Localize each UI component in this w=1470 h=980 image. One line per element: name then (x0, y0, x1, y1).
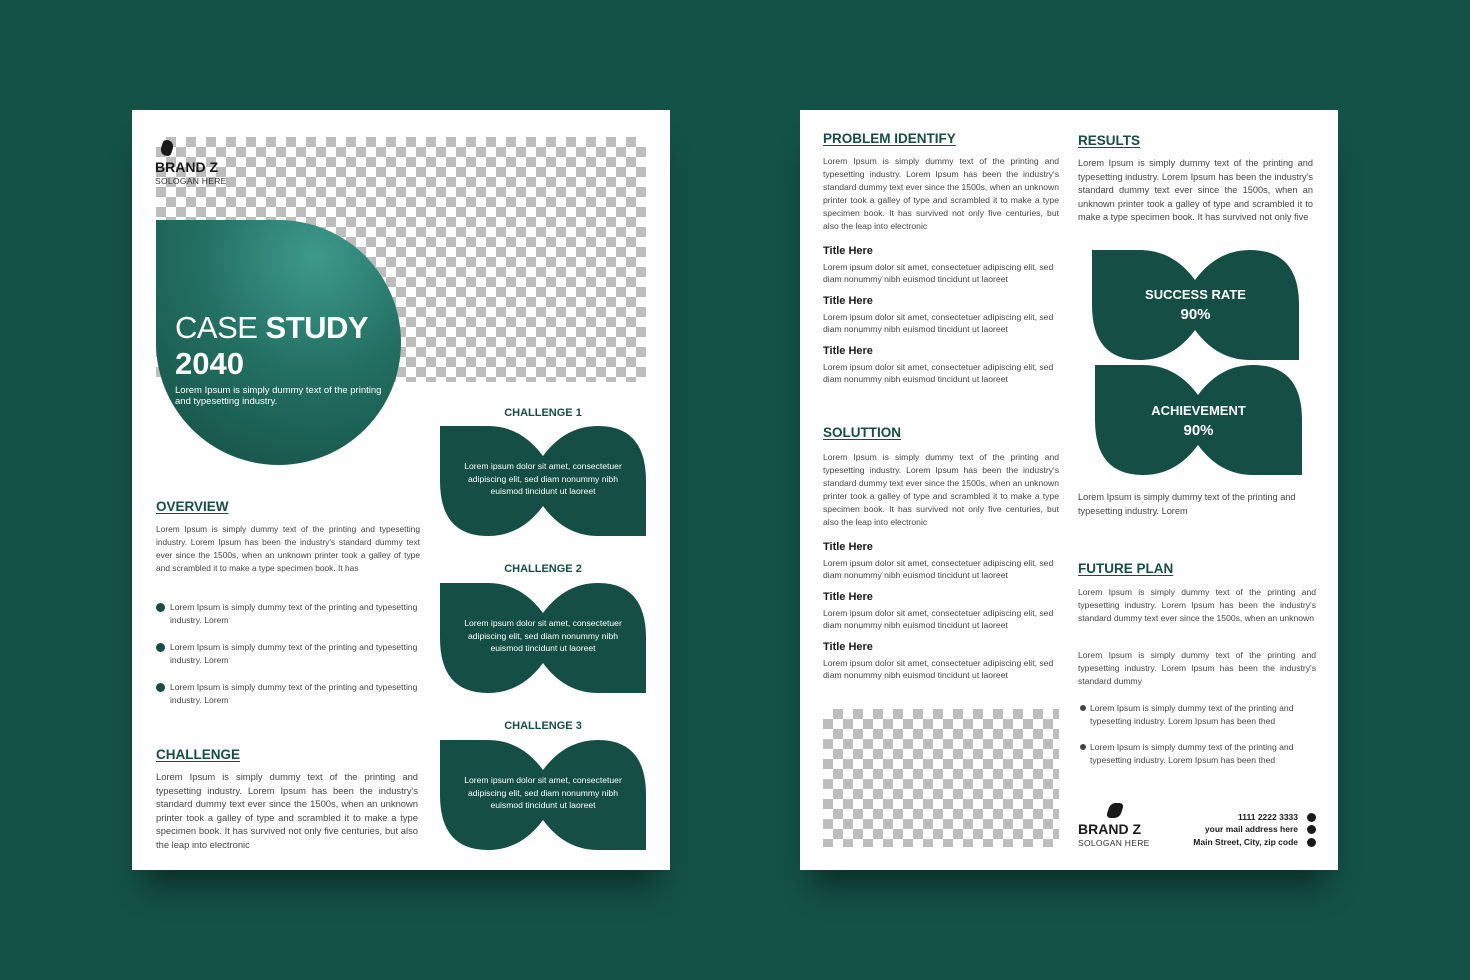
contact-address-text: Main Street, City, zip code (1193, 837, 1298, 847)
problem-text: Lorem Ipsum is simply dummy text of the printing and typesetting industry. Lorem Ipsum has been the industry's standard dummy text ever since the 1500s, when an unknown printer took a galley of type and scrambled it to make a type specimen book. It has survived not only five centuries, but also the leap into electronic (823, 156, 1059, 231)
challenge-1-label: CHALLENGE 1 (504, 407, 582, 419)
solution-image-placeholder (823, 709, 1059, 847)
challenge-2-label: CHALLENGE 2 (504, 563, 582, 575)
overview-bullet (156, 601, 420, 626)
achievement-card (1095, 365, 1302, 475)
left-page (132, 110, 670, 870)
results-note: Lorem Ipsum is simply dummy text of the printing and typesetting industry. Lorem (1078, 492, 1296, 516)
right-page (800, 110, 1338, 870)
problem-item-title: Title Here (823, 345, 873, 357)
hero-title (175, 310, 368, 346)
results-heading: RESULTS (1078, 133, 1141, 148)
challenge-3-text: Lorem ipsum dolor sit amet, consectetuer adipiscing elit, sed diam nonummy nibh euismod tincidunt ut laoreet (464, 775, 622, 810)
hero-subtitle: Lorem Ipsum is simply dummy text of the printing and typesetting industry. (175, 385, 382, 407)
future-plan-text-1: Lorem Ipsum is simply dummy text of the printing and typesetting industry. Lorem Ipsum has been the industry's standard dummy text ever since the 1500s, when an unknown (1078, 587, 1316, 623)
challenge-2-text: Lorem ipsum dolor sit amet, consectetuer adipiscing elit, sed diam nonummy nibh euismod tincidunt ut laoreet (464, 618, 622, 653)
success-rate-value: 90% (1180, 306, 1211, 323)
challenge-heading: CHALLENGE (156, 747, 240, 762)
success-rate-card (1092, 250, 1299, 360)
bullet-dot-icon (1080, 705, 1086, 711)
solution-item-title: Title Here (823, 641, 873, 653)
solution-item-text: Lorem ipsum dolor sit amet, consectetuer adipiscing elit, sed diam nonummy nibh euismod tincidunt ut laoreet (823, 558, 1054, 580)
problem-item-title: Title Here (823, 295, 873, 307)
contact-phone-text: 1111 2222 3333 (1237, 812, 1298, 822)
solution-item-text: Lorem ipsum dolor sit amet, consectetuer adipiscing elit, sed diam nonummy nibh euismod tincidunt ut laoreet (823, 658, 1054, 680)
brand-slogan: SOLOGAN HERE (155, 176, 227, 186)
future-plan-bullet (1080, 741, 1318, 766)
challenge-3-label: CHALLENGE 3 (504, 720, 582, 732)
problem-item-text: Lorem ipsum dolor sit amet, consectetuer adipiscing elit, sed diam nonummy nibh euismod tincidunt ut laoreet (823, 312, 1054, 334)
contact-email-text: your mail address here (1204, 824, 1298, 834)
bullet-dot-icon (1080, 744, 1086, 750)
bullet-dot-icon (156, 683, 165, 692)
challenge-3-card (440, 740, 646, 850)
success-rate-label: SUCCESS RATE (1145, 287, 1246, 302)
achievement-value: 90% (1183, 422, 1214, 439)
solution-item-title: Title Here (823, 541, 873, 553)
achievement-label: ACHIEVEMENT (1151, 403, 1246, 418)
contact-email (1136, 824, 1316, 837)
hero-year: 2040 (175, 346, 244, 381)
solution-text: Lorem Ipsum is simply dummy text of the printing and typesetting industry. Lorem Ipsum has been the industry's standard dummy text ever since the 1500s, when an unknown printer took a galley of type and scrambled it to make a type specimen book. It has survived not only five centuries, but also the leap into electronic (823, 452, 1059, 527)
hero-title-light: CASE (175, 310, 258, 345)
contact-address (1136, 837, 1316, 850)
overview-text: Lorem Ipsum is simply dummy text of the printing and typesetting industry. Lorem Ipsum has been the industry's standard dummy text ever since the 1500s, when an unknown printer took a galley of type and scrambled it to make a type specimen book. It has (156, 524, 420, 573)
overview-bullet (156, 641, 420, 666)
future-plan-bullet-text: Lorem Ipsum is simply dummy text of the printing and typesetting industry. Lorem Ipsum has been thed (1090, 742, 1294, 765)
hero-title-bold: STUDY (265, 310, 369, 345)
overview-bullet-text: Lorem Ipsum is simply dummy text of the printing and typesetting industry. Lorem (170, 682, 418, 705)
challenge-1-card (440, 426, 646, 536)
future-plan-heading: FUTURE PLAN (1078, 561, 1174, 576)
bullet-dot-icon (156, 603, 165, 612)
brand-name: BRAND Z (1078, 821, 1141, 837)
challenge-1-text: Lorem ipsum dolor sit amet, consectetuer adipiscing elit, sed diam nonummy nibh euismod tincidunt ut laoreet (464, 461, 622, 496)
bullet-dot-icon (156, 643, 165, 652)
overview-bullet-text: Lorem Ipsum is simply dummy text of the printing and typesetting industry. Lorem (170, 602, 418, 625)
future-plan-bullet (1080, 702, 1318, 727)
overview-heading: OVERVIEW (156, 499, 229, 514)
solution-item-title: Title Here (823, 591, 873, 603)
challenge-text: Lorem Ipsum is simply dummy text of the printing and typesetting industry. Lorem Ipsum has been the industry's standard dummy text ever since the 1500s, when an unknown printer took a galley of type and scrambled it to make a type specimen book. It has survived not only five centuries, but also the leap into electronic (156, 771, 418, 850)
overview-bullet (156, 681, 420, 706)
brand-logo-icon (1106, 803, 1125, 818)
future-plan-text-2: Lorem Ipsum is simply dummy text of the printing and typesetting industry. Lorem Ipsum has been the industry's standard dummy (1078, 650, 1316, 686)
problem-item-title: Title Here (823, 245, 873, 257)
challenge-2-card (440, 583, 646, 693)
phone-icon (1307, 813, 1316, 822)
overview-bullet-text: Lorem Ipsum is simply dummy text of the printing and typesetting industry. Lorem (170, 642, 418, 665)
brand-slogan: SOLOGAN HERE (1078, 838, 1150, 848)
mail-icon (1307, 825, 1316, 834)
problem-item-text: Lorem ipsum dolor sit amet, consectetuer adipiscing elit, sed diam nonummy nibh euismod tincidunt ut laoreet (823, 362, 1054, 384)
solution-item-text: Lorem ipsum dolor sit amet, consectetuer adipiscing elit, sed diam nonummy nibh euismod tincidunt ut laoreet (823, 608, 1054, 630)
problem-heading: PROBLEM IDENTIFY (823, 131, 956, 146)
location-icon (1307, 838, 1316, 847)
problem-item-text: Lorem ipsum dolor sit amet, consectetuer adipiscing elit, sed diam nonummy nibh euismod tincidunt ut laoreet (823, 262, 1054, 284)
solution-heading: SOLUTTION (823, 425, 901, 440)
results-text: Lorem Ipsum is simply dummy text of the printing and typesetting industry. Lorem Ipsum has been the industry's standard dummy text ever since the 1500s, when an unknown printer took a galley of type and scrambled it to make a type specimen book. It has survived not only five (1078, 158, 1313, 222)
brand-name: BRAND Z (155, 159, 218, 175)
future-plan-bullet-text: Lorem Ipsum is simply dummy text of the printing and typesetting industry. Lorem Ipsum has been thed (1090, 703, 1294, 726)
